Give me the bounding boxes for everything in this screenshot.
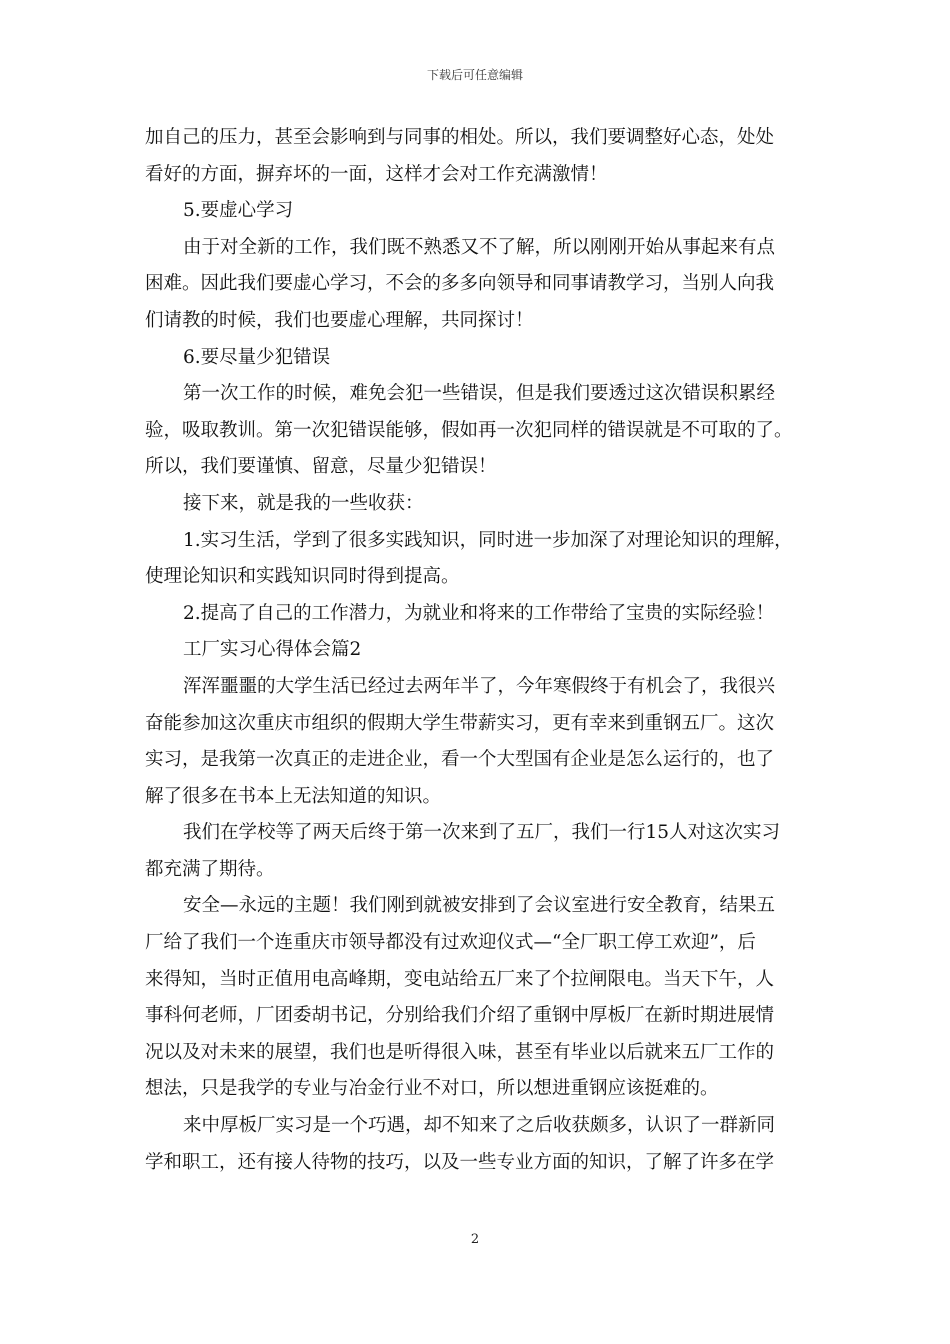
text-line: 况以及对未来的展望，我们也是听得很入味，甚至有毕业以后就来五厂工作的 bbox=[145, 1041, 775, 1063]
text-line: 我们在学校等了两天后终于第一次来到了五厂，我们一行15人对这次实习 bbox=[183, 822, 781, 844]
text-line: 厂给了我们一个连重庆市领导都没有过欢迎仪式—“全厂职工停工欢迎”，后 bbox=[145, 932, 756, 954]
text-line: 都充满了期待。 bbox=[145, 858, 275, 880]
text-line: 使理论知识和实践知识同时得到提高。 bbox=[145, 566, 460, 588]
text-line: 浑浑噩噩的大学生活已经过去两年半了，今年寒假终于有机会了，我很兴 bbox=[183, 675, 776, 697]
text-line: 接下来，就是我的一些收获： bbox=[183, 492, 424, 514]
text-line: 学和职工，还有接人待物的技巧，以及一些专业方面的知识，了解了许多在学 bbox=[145, 1151, 775, 1173]
text-line: 2.提高了自己的工作潜力，为就业和将来的工作带给了宝贵的实际经验！ bbox=[183, 602, 775, 624]
text-line: 看好的方面，摒弃坏的一面，这样才会对工作充满激情！ bbox=[145, 163, 608, 185]
text-line: 所以，我们要谨慎、留意，尽量少犯错误！ bbox=[145, 456, 497, 478]
text-line: 困难。因此我们要虚心学习，不会的多多向领导和同事请教学习，当别人向我 bbox=[145, 273, 775, 295]
text-line: 第一次工作的时候，难免会犯一些错误，但是我们要透过这次错误积累经 bbox=[183, 383, 776, 405]
text-line: 来中厚板厂实习是一个巧遇，却不知来了之后收获颇多，认识了一群新同 bbox=[183, 1115, 776, 1137]
text-line: 安全—永远的主题！我们刚到就被安排到了会议室进行安全教育，结果五 bbox=[183, 895, 776, 917]
text-line: 1.实习生活，学到了很多实践知识，同时进一步加深了对理论知识的理解， bbox=[183, 529, 793, 551]
text-line: 想法，只是我学的专业与冶金行业不对口，所以想进重钢应该挺难的。 bbox=[145, 1078, 719, 1100]
text-line: 奋能参加这次重庆市组织的假期大学生带薪实习，更有幸来到重钢五厂。这次 bbox=[145, 712, 775, 734]
text-line: 加自己的压力，甚至会影响到与同事的相处。所以，我们要调整好心态，处处 bbox=[145, 127, 775, 148]
text-line: 工厂实习心得体会篇2 bbox=[183, 639, 362, 661]
text-line: 实习，是我第一次真正的走进企业，看一个大型国有企业是怎么运行的，也了 bbox=[145, 749, 775, 771]
page-number: 2 bbox=[470, 1232, 480, 1247]
text-line: 由于对全新的工作，我们既不熟悉又不了解，所以刚刚开始从事起来有点 bbox=[183, 236, 776, 258]
text-line: 5.要虚心学习 bbox=[183, 200, 294, 222]
document-body bbox=[145, 120, 810, 1181]
text-line: 事科何老师，厂团委胡书记，分别给我们介绍了重钢中厚板厂在新时期进展情 bbox=[145, 1005, 775, 1027]
text-line: 来得知，当时正值用电高峰期，变电站给五厂来了个拉闸限电。当天下午，人 bbox=[145, 968, 775, 990]
text-line: 们请教的时候，我们也要虚心理解，共同探讨！ bbox=[145, 309, 534, 331]
text-line: 验，吸取教训。第一次犯错误能够，假如再一次犯同样的错误就是不可取的了。 bbox=[145, 419, 793, 441]
page-header: 下载后可任意编辑 bbox=[426, 68, 523, 82]
text-line: 6.要尽量少犯错误 bbox=[183, 346, 331, 368]
text-line: 解了很多在书本上无法知道的知识。 bbox=[145, 785, 442, 807]
